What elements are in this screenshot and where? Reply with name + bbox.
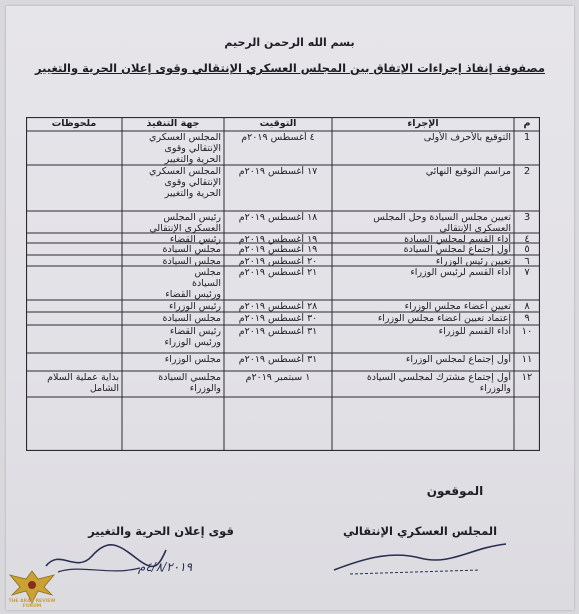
row-timing: ٤ أغسطس ٢٠١٩م (241, 132, 315, 143)
signature-right (330, 540, 510, 580)
row-party: الإنتقالي وقوى (164, 143, 221, 154)
row-action: مراسم التوقيع النهائي (425, 166, 511, 177)
row-party: مجلسي السيادة (158, 372, 221, 383)
row-number: ٤ (524, 234, 530, 245)
row-party: الإنتقالي وقوى (164, 177, 221, 188)
signatories-label: الموقعون (426, 484, 484, 498)
row-timing: ١ سبتمبر ٢٠١٩م (245, 372, 311, 383)
row-number: ٩ (524, 313, 530, 324)
party-freedom-change: قوى إعلان الحرية والتغيير (88, 524, 234, 538)
row-party: رئيس الوزراء (169, 301, 221, 312)
header-timing: التوقيت (259, 118, 297, 129)
header-action: الإجراء (407, 118, 439, 129)
row-party: مجلس السيادة (162, 256, 221, 267)
row-party: الحرية والتغيير (164, 188, 221, 199)
row-party: رئيس القضاء (169, 234, 221, 245)
row-party: مجلس السيادة (162, 313, 221, 324)
row-number: ٨ (524, 301, 530, 312)
row-party: والوزراء (189, 383, 221, 394)
row-party: مجلس (194, 267, 221, 278)
header-number: م (523, 118, 531, 129)
watermark-text: THE ARAB REVIEW FORUM (8, 599, 56, 609)
row-party: المجلس العسكري (149, 166, 221, 177)
row-party: السيادة (192, 278, 221, 289)
row-timing: ١٩ أغسطس ٢٠١٩م (238, 234, 318, 245)
row-action: العسكري الإنتقالي (439, 223, 511, 234)
handwritten-date: ٤/٨/٢٠١٩م (137, 560, 193, 574)
row-party: رئيس القضاء (169, 326, 221, 337)
row-party: مجلس الوزراء (164, 354, 221, 365)
header-notes: ملحوظات (51, 118, 97, 129)
row-action: أداء القسم للوزراء (438, 326, 511, 337)
header-party: جهة التنفيذ (146, 118, 200, 129)
row-timing: ٢٠ أغسطس ٢٠١٩م (238, 256, 318, 267)
row-action: والوزراء (479, 383, 511, 394)
row-number: 3 (523, 212, 531, 223)
row-action: إعتماد تعيين أعضاء مجلس الوزراء (377, 313, 511, 324)
row-timing: ٣١ أغسطس ٢٠١٩م (238, 354, 318, 365)
row-timing: ١٩ أغسطس ٢٠١٩م (238, 244, 318, 255)
row-timing: ٢٨ أغسطس ٢٠١٩م (238, 301, 318, 312)
row-action: أداء القسم لرئيس الوزراء (410, 267, 511, 278)
row-number: ٦ (524, 256, 530, 267)
row-number: ١١ (521, 354, 533, 365)
row-party: الحرية والتغيير (164, 154, 221, 165)
row-timing: ٢١ أغسطس ٢٠١٩م (238, 267, 318, 278)
bismillah-heading: بسم الله الرحمن الرحيم (224, 36, 355, 49)
row-notes: الشامل (89, 383, 119, 394)
row-number: 2 (523, 166, 531, 177)
row-number: ١٠ (521, 326, 533, 337)
row-action: أداء القسم لمجلس السيادة (404, 234, 511, 245)
row-number: 1 (523, 132, 531, 143)
row-party: العسكري الإنتقالي (149, 223, 221, 234)
row-action: أول إجتماع لمجلس السيادة (403, 244, 511, 255)
row-number: ١٢ (521, 372, 533, 383)
implementation-matrix-table (26, 117, 540, 451)
row-action: أول إجتماع مشترك لمجلسي السيادة (366, 372, 511, 383)
row-action: تعيين مجلس السيادة وحل المجلس (373, 212, 511, 223)
row-action: أول إجتماع لمجلس الوزراء (405, 354, 511, 365)
row-number: ٧ (524, 267, 530, 278)
row-timing: ٣١ أغسطس ٢٠١٩م (238, 326, 318, 337)
party-military-council: المجلس العسكري الإنتقالي (342, 524, 498, 538)
row-number: ٥ (524, 244, 530, 255)
row-notes: بداية عملية السلام (47, 372, 119, 383)
document-title: مصفوفة إنفاذ إجراءات الإتفاق بين المجلس العسكري الإنتقالي وقوى إعلان الحرية والتغيير (34, 61, 545, 75)
row-action: التوقيع بالأحرف الأولى (423, 132, 511, 143)
row-timing: ١٨ أغسطس ٢٠١٩م (238, 212, 318, 223)
row-party: مجلس السيادة (162, 244, 221, 255)
row-timing: ٣٠ أغسطس ٢٠١٩م (238, 313, 318, 324)
row-action: تعيين رئيس الوزراء (435, 256, 511, 267)
row-party: ورئيس القضاء (165, 289, 221, 300)
row-action: تعيين أعضاء مجلس الوزراء (404, 301, 511, 312)
row-timing: ١٧ أغسطس ٢٠١٩م (238, 166, 318, 177)
row-party: رئيس المجلس (163, 212, 221, 223)
row-party: المجلس العسكري (149, 132, 221, 143)
row-party: ورئيس الوزراء (164, 337, 221, 348)
